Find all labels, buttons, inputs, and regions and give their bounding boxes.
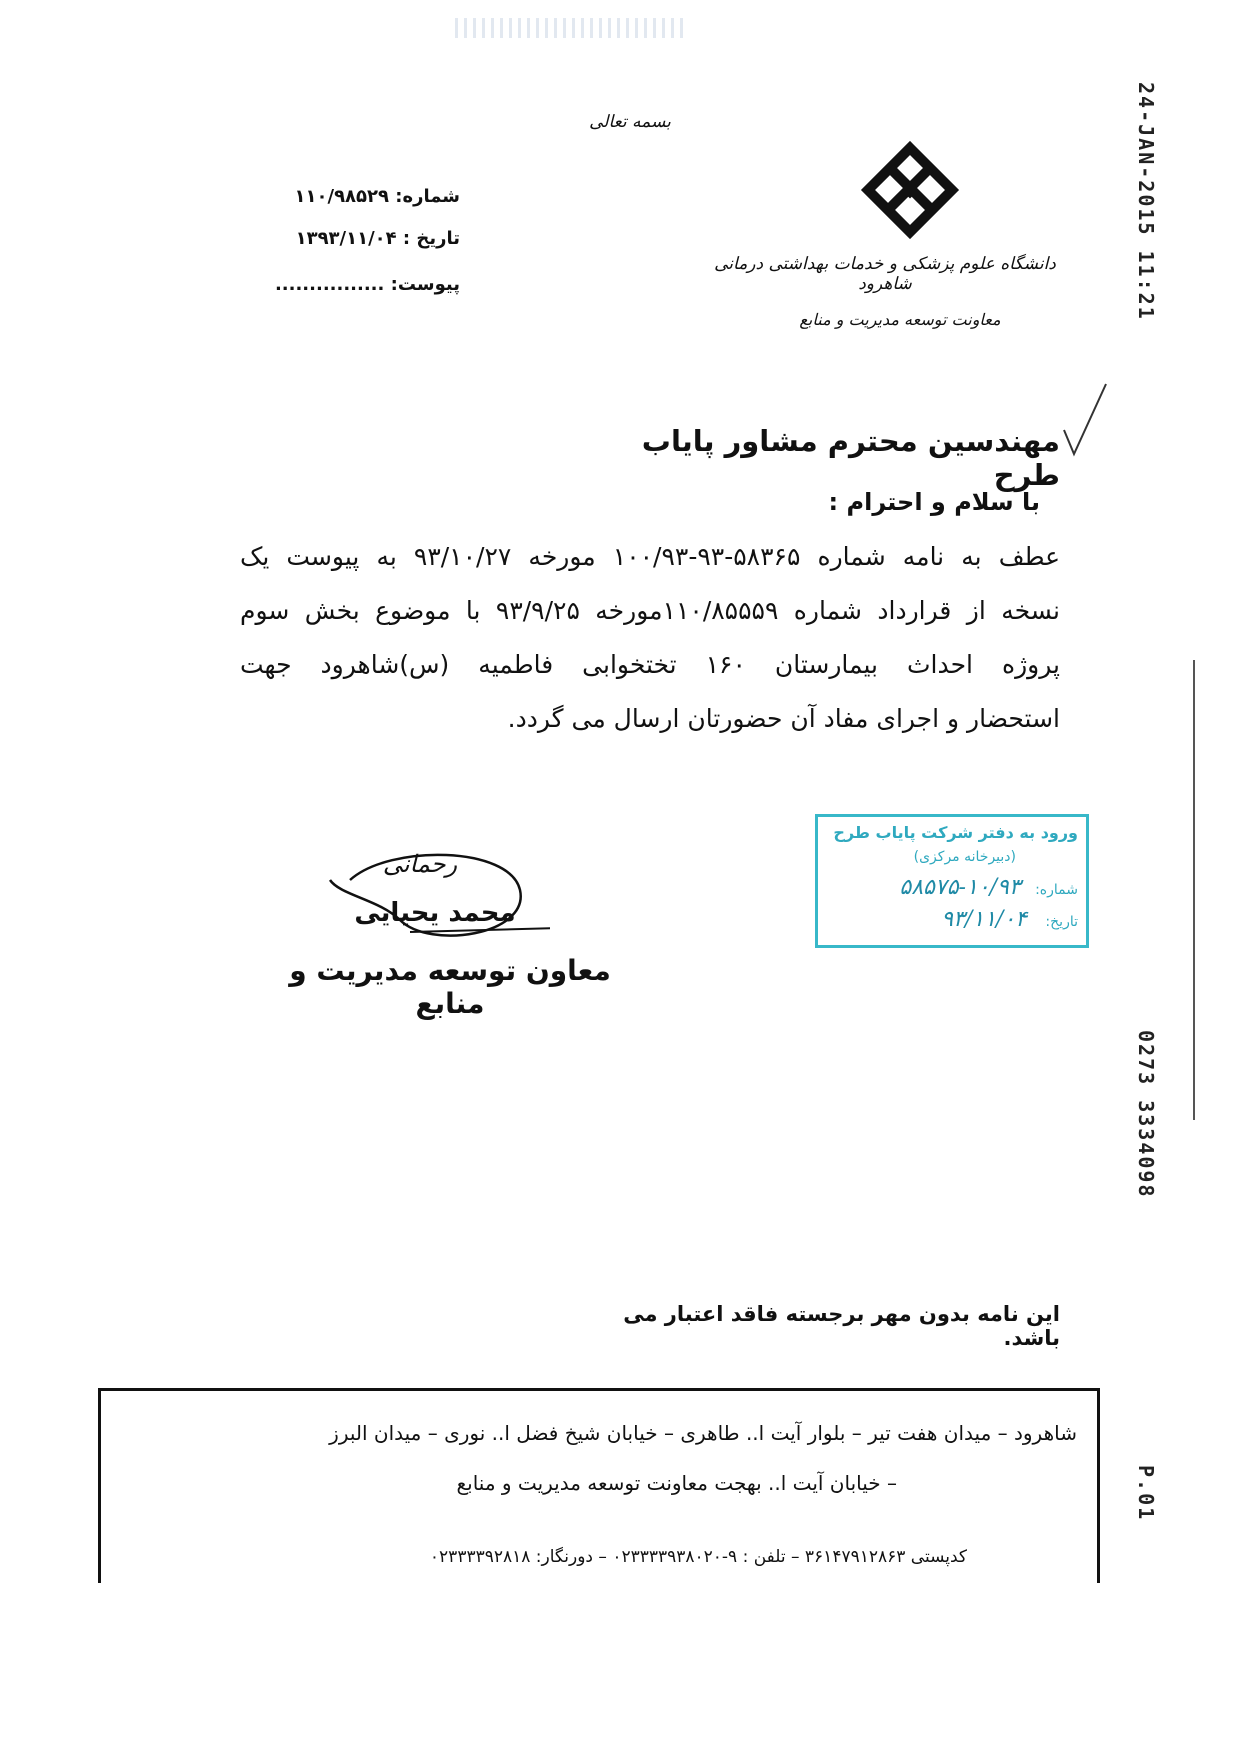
stamp-date-row bbox=[826, 907, 1078, 932]
fax-phone: 0273 3334098 bbox=[1134, 1030, 1158, 1199]
letter-number bbox=[240, 186, 460, 207]
footer-contact-line: کدپستی ۳۶۱۴۷۹۱۲۸۶۳ – تلفن : ۹-۰۲۳۳۳۳۹۳۸۰۲۰ – دورنگار: ۰۲۳۳۳۳۹۲۸۱۸ bbox=[429, 1547, 967, 1567]
validity-notice: این نامه بدون مهر برجسته فاقد اعتبار می باشد. bbox=[623, 1302, 1060, 1350]
recipient: مهندسین محترم مشاور پایاب طرح bbox=[641, 424, 1060, 492]
signature-handwritten: رحمانی bbox=[382, 850, 458, 878]
stamp-subtitle: (دبیرخانه مرکزی) bbox=[913, 849, 1016, 865]
receipt-stamp bbox=[815, 814, 1089, 948]
date-value: ۱۳۹۳/۱۱/۰۴ bbox=[295, 228, 397, 249]
scan-margin-line bbox=[1193, 660, 1195, 1120]
signatory-name: محمد یحیایی bbox=[354, 898, 516, 928]
attachment-label: پیوست: bbox=[390, 274, 460, 295]
body-line-2: نسخه از قرارداد شماره ۱۱۰/۸۵۵۵۹مورخه ۹۳/۹/۲۵ با موضوع بخش سوم bbox=[240, 596, 1061, 625]
fax-page: P.01 bbox=[1134, 1465, 1158, 1522]
letter-attachment bbox=[240, 274, 460, 295]
greeting: با سلام و احترام : bbox=[828, 488, 1040, 516]
footer-address-box bbox=[98, 1388, 1100, 1583]
body-line-3: پروژه احداث بیمارستان ۱۶۰ تختخوابی فاطمیه (س)شاهرود جهت bbox=[240, 650, 1060, 679]
number-value: ۱۱۰/۹۸۵۲۹ bbox=[294, 186, 389, 207]
bismillah: بسمه تعالی bbox=[589, 112, 671, 132]
university-knot-logo-icon bbox=[860, 140, 960, 240]
signatory-title: معاون توسعه مدیریت و منابع bbox=[289, 954, 611, 1020]
university-name: دانشگاه علوم پزشکی و خدمات بهداشتی درمانی شاهرود bbox=[714, 254, 1056, 294]
stamp-date-label: تاریخ: bbox=[1045, 914, 1078, 930]
fax-datetime: 24-JAN-2015 11:21 bbox=[1134, 82, 1158, 321]
number-label: شماره: bbox=[395, 186, 460, 207]
stamp-number-value: ۱۰/۹۳-۵۸۵۷۵ bbox=[899, 875, 1021, 900]
letter-body bbox=[240, 530, 1060, 746]
body-line-1: عطف به نامه شماره ۵۸۳۶۵-۹۳-۱۰۰/۹۳ مورخه ۹۳/۱۰/۲۷ به پیوست یک bbox=[240, 542, 1060, 571]
letter-date bbox=[240, 228, 460, 249]
date-label: تاریخ : bbox=[402, 228, 460, 249]
check-mark-icon bbox=[1060, 380, 1110, 460]
stamp-number-row bbox=[826, 875, 1078, 900]
stamp-date-value: ۹۳/۱۱/۰۴ bbox=[941, 907, 1027, 932]
scan-artifact bbox=[455, 18, 685, 38]
footer-address-line-2: – خیابان آیت ا.. بهجت معاونت توسعه مدیریت و منابع bbox=[456, 1471, 897, 1495]
body-line-4: استحضار و اجرای مفاد آن حضورتان ارسال می گردد. bbox=[507, 704, 1060, 733]
attachment-value: ................ bbox=[274, 274, 385, 295]
stamp-title: ورود به دفتر شرکت پایاب طرح bbox=[833, 823, 1078, 842]
stamp-number-label: شماره: bbox=[1035, 882, 1078, 898]
department-name: معاونت توسعه مدیریت و منابع bbox=[799, 310, 1001, 329]
footer-address-line-1: شاهرود – میدان هفت تیر – بلوار آیت ا.. طاهری – خیابان شیخ فضل ا.. نوری – میدان البرز bbox=[329, 1421, 1077, 1445]
